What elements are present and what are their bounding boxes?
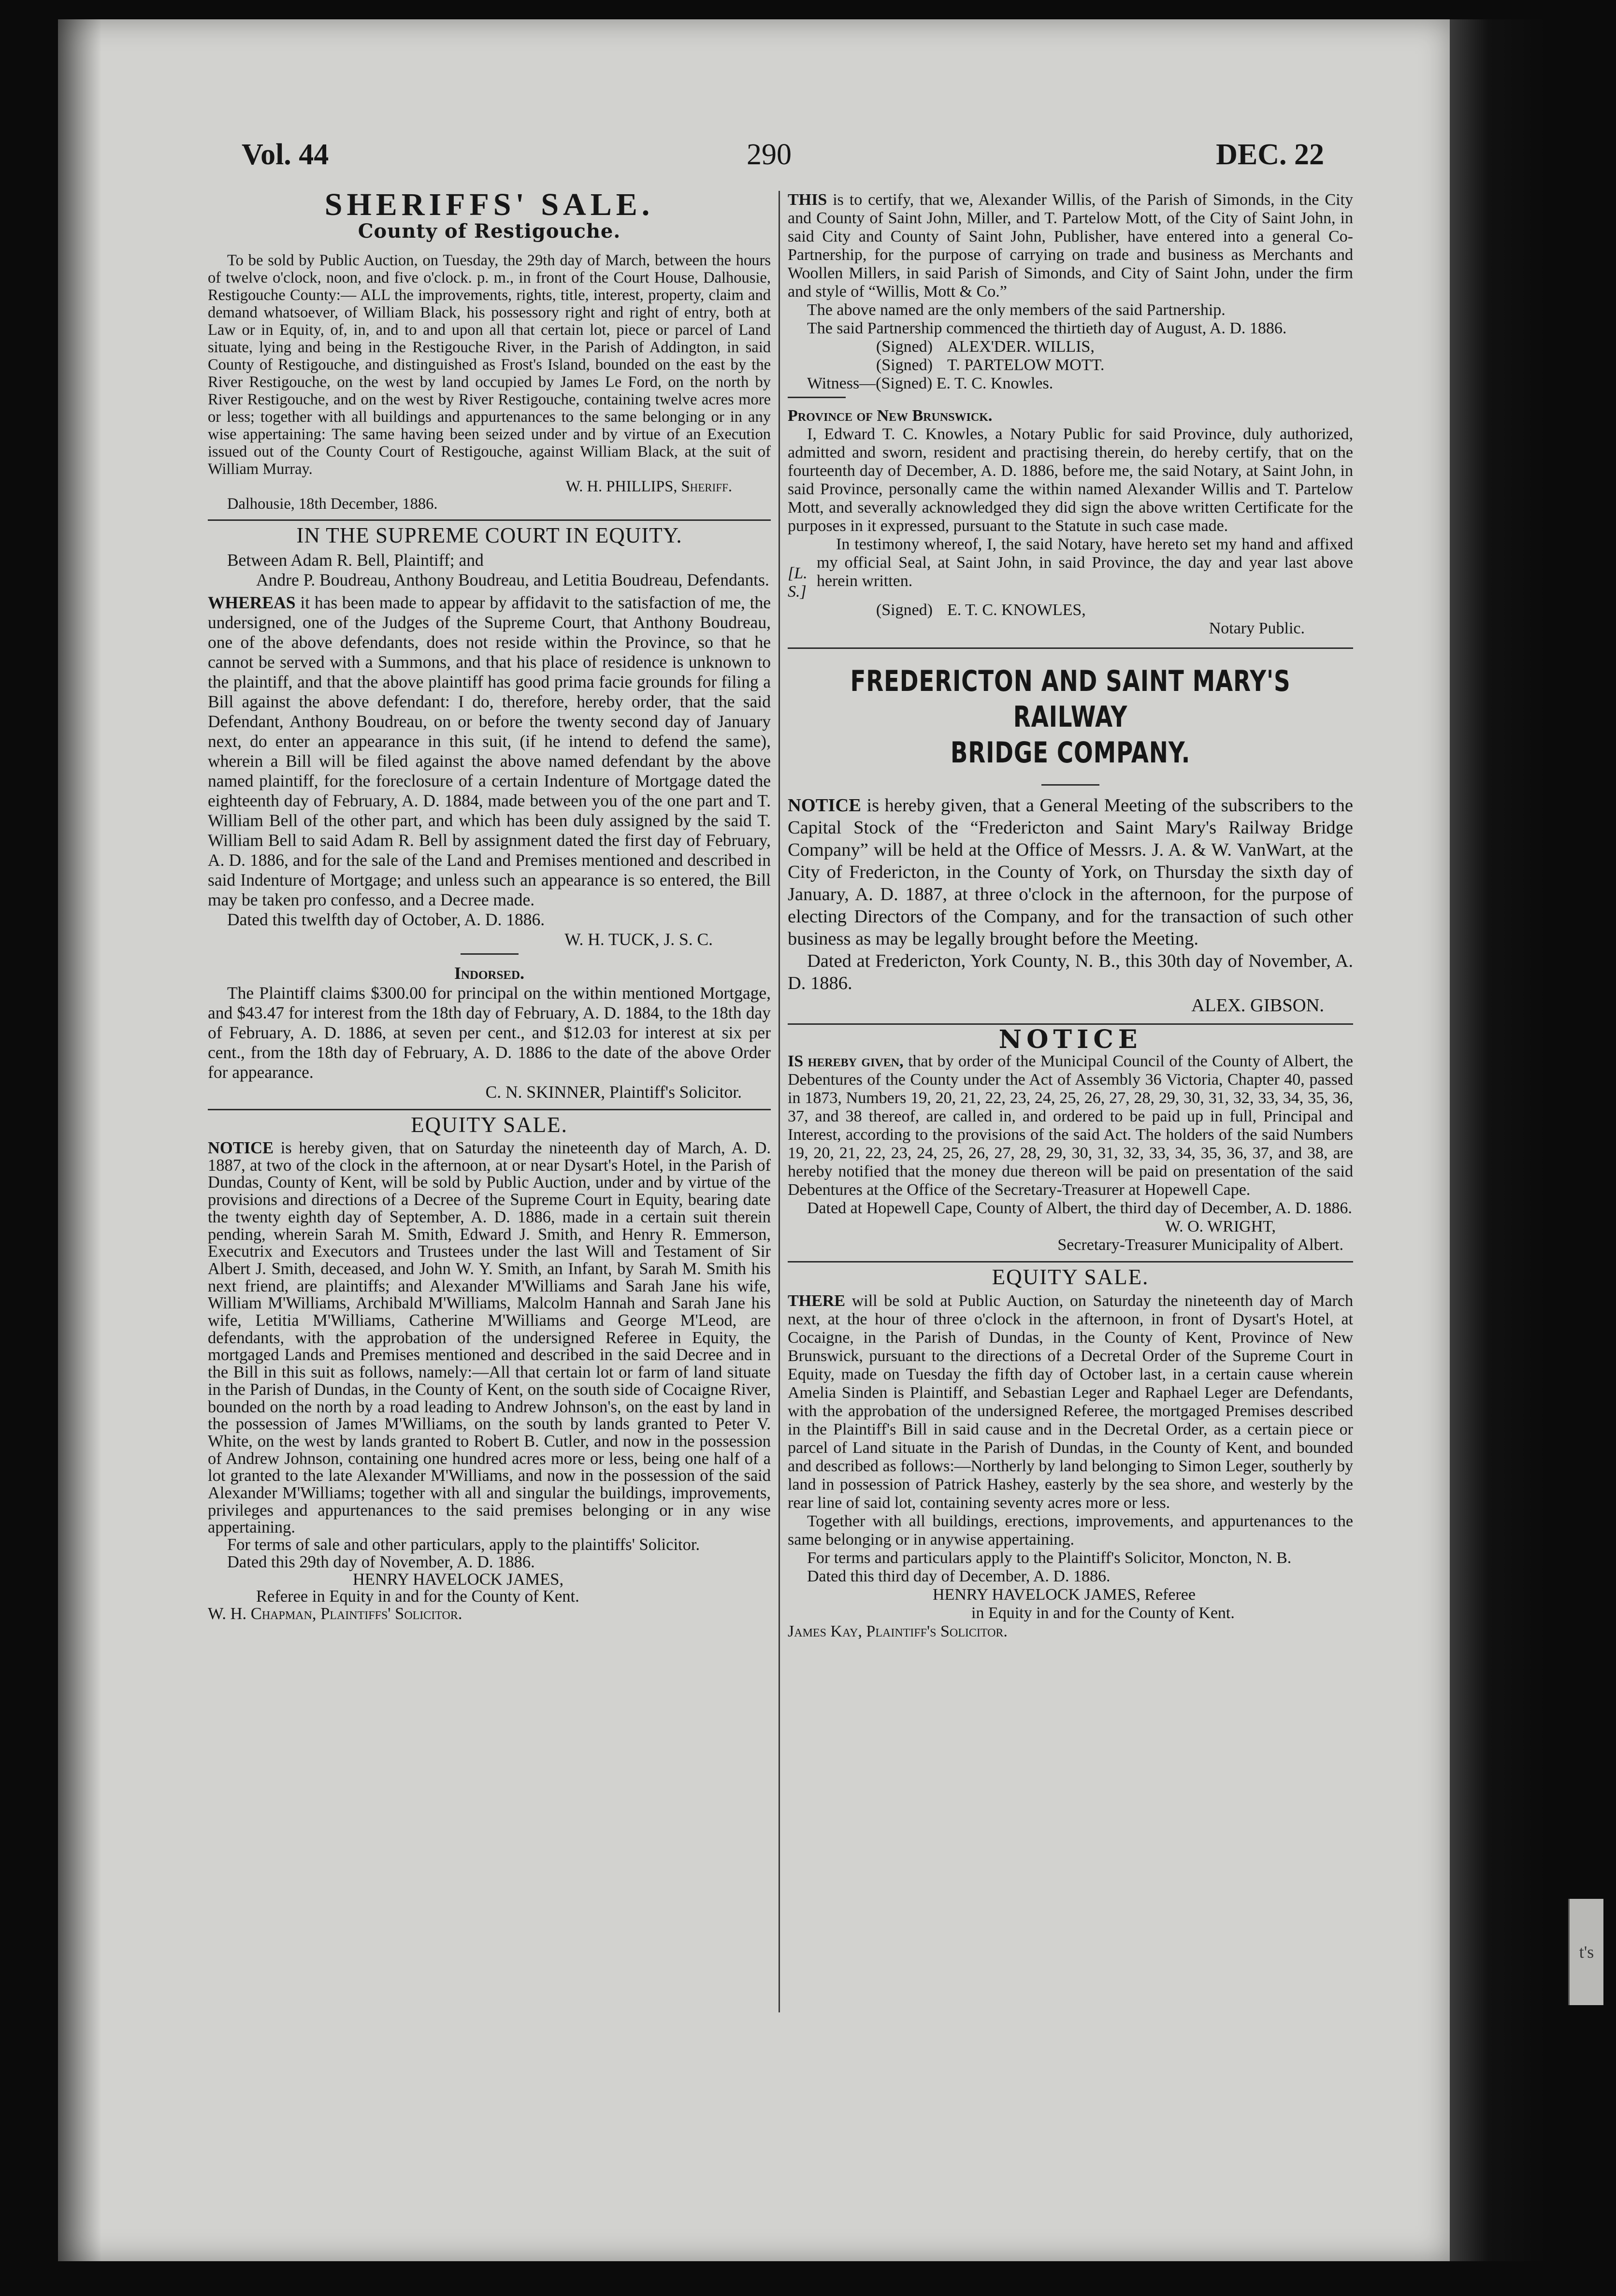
- equity-sale-right-body-para: [788, 1292, 1353, 1512]
- signature-line: [788, 356, 1353, 374]
- testimony-text: In testimony whereof, I, the said Notary, have hereto set my hand and affixed my official Seal, at Saint John, in said Province, the day and year last above herein written.: [817, 535, 1353, 590]
- section-divider: [788, 647, 1353, 649]
- supreme-court-body: it has been made to appear by affidavit to the satisfaction of me, the undersigned, one of the Judges of the Supreme Court, that Anthony Boudreau, one of the above defendants, does not reside within the Province, so that he cannot be served with a Summons, and that his place of residence is unknown to the plaintiff, and that the above plaintiff has good prima facie grounds for filing a Bill against the above defendant: I do, therefore, hereby order, that the said Defendant, Anthony Boudreau, on or before the twenty second day of January next, do enter an appearance in this suit, (if he intend to defend the same), wherein a Bill will be filed against the above named defendant by the above named plaintiff, for the foreclosure of a certain Indenture of Mortgage dated the eighteenth day of February, A. D. 1884, made between you of the one part and T. William Bell of the other part, and which has been duly assigned by the said T. William Bell to said Adam R. Bell by assignment dated the first day of February, A. D. 1886, and for the sale of the Land and Premises mentioned and described in said Indenture of Mortgage; and unless such an appearance is so entered, the Bill may be taken pro confesso, and a Decree made.: [208, 593, 771, 909]
- sheriffs-sale-body: To be sold by Public Auction, on Tuesday, the 29th day of March, between the hours of twelve o'clock, noon, and five o'clock. p. m., in front of the Court House, Dalhousie, Restigouche County:— ALL the improvements, rights, title, interest, property, claim and demand whatsoever, of William Black, his possessory right and right of entry, both at Law or in Equity, of, in, and to and upon all that certain lot, piece or parcel of Land situate, lying and being in the Restigouche River, in the Parish of Addington, in said County of Restigouche, and distinguished as Frost's Island, bounded on the east by the River Restigouche, on the west by land occupied by James Le Ford, on the north by River Restigouche, and on the west by River Restigouche, containing twelve acres more or less; together with all buildings and appurtenances to the same belonging or in any wise appertaining: The same having been seized under and by virtue of an Execution issued out of the County Court of Restigouche, against William Black, at the suit of William Murray.: [208, 252, 771, 478]
- section-divider: [208, 1109, 771, 1110]
- equity-sale-left-dated: Dated this 29th day of November, A. D. 1886.: [227, 1552, 535, 1571]
- right-column: [788, 191, 1353, 2012]
- signer-willis: ALEX'DER. WILLIS,: [947, 338, 1095, 356]
- signed-label: (Signed): [876, 356, 933, 374]
- bridge-company-body-para: [788, 794, 1353, 950]
- signer-mott: T. PARTELOW MOTT.: [947, 356, 1105, 374]
- equity-sale-right-referee-title: in Equity in and for the County of Kent.: [971, 1604, 1235, 1622]
- albert-debentures-notice: [788, 1025, 1353, 1254]
- signed-label: (Signed): [876, 601, 933, 619]
- equity-sale-right-dated: Dated this third day of December, A. D. 1886.: [807, 1567, 1111, 1585]
- partnership-lead: THIS: [788, 191, 827, 209]
- supreme-court-dated: Dated this twelfth day of October, A. D. 1886.: [227, 910, 545, 929]
- plaintiff-solicitor: C. N. SKINNER, Plaintiff's Solicitor.: [485, 1082, 742, 1102]
- volume-number: Vol. 44: [242, 138, 329, 171]
- binding-shadow: [58, 19, 101, 2261]
- signature-line: [788, 338, 1353, 356]
- notice-body: that by order of the Municipal Council of the County of Albert, the Debentures of the County under the Act of Assembly 36 Victoria, Chapter 40, passed in 1873, Numbers 19, 20, 21, 22, 23, 24, 25, 26, 27, 28, 29, 30, 31, 32, 33, 34, 35, 36, 37, and 38 thereof, are called in, and ordered to be paid up in full, Principal and Interest, according to the provisions of the said Act. The holders of the said Numbers 19, 20, 21, 22, 23, 24, 25, 26, 27, 28, 29, 30, 31, 32, 33, 34, 35, 36, 37, and 38, are hereby notified that the money due thereon will be paid on presentation of the said Debentures at the Office of the Secretary-Treasurer at Hopewell Cape.: [788, 1052, 1353, 1199]
- adjacent-page-fragment: t's: [1568, 1899, 1603, 2005]
- supreme-court-parties-2: Andre P. Boudreau, Anthony Boudreau, and Letitia Boudreau, Defendants.: [256, 570, 769, 589]
- equity-sale-left-lead: NOTICE: [208, 1139, 274, 1157]
- bridge-company-signature: ALEX. GIBSON.: [1191, 995, 1324, 1016]
- notice-lead: IS hereby given,: [788, 1052, 904, 1070]
- notary-body: I, Edward T. C. Knowles, a Notary Public for said Province, duly authorized, admitted and sworn, resident and practising therein, do hereby certify, that on the fourteenth day of December, A. D. 1886, before me, the said Notary, at Saint John, in said Province, personally came the within named Alexander Willis and T. Partelow Mott, and severally acknowledged they did sign the above written Certificate for the purposes in it expressed, pursuant to the Statute in such case made.: [788, 425, 1353, 535]
- equity-sale-right-together: Together with all buildings, erections, improvements, and appurtenances to the same belonging or in anywise appertaining.: [788, 1512, 1353, 1549]
- sheriffs-sale-dateline: Dalhousie, 18th December, 1886.: [227, 495, 438, 513]
- supreme-court-title: IN THE SUPREME COURT IN EQUITY.: [296, 523, 682, 547]
- bridge-company-notice: [788, 663, 1353, 1017]
- supreme-court-lead: WHEREAS: [208, 593, 296, 612]
- supreme-court-parties-1: Between Adam R. Bell, Plaintiff; and: [227, 550, 484, 570]
- supreme-court-notice: [208, 523, 771, 1102]
- partnership-body: is to certify, that we, Alexander Willis, of the Parish of Simonds, in the City and County of Saint John, Miller, and T. Partelow Mott, of the City of Saint John, in said City and County of Saint John, Publisher, have entered into a general Co-Partnership, for the purpose of carrying on trade and business as Merchants and Woollen Millers, in said Parish of Simonds, and City of Saint John, under the firm and style of “Willis, Mott & Co.”: [788, 191, 1353, 301]
- equity-sale-right-notice: [788, 1267, 1353, 1641]
- indorsed-label: Indorsed.: [454, 963, 524, 983]
- notary-signer: E. T. C. KNOWLES,: [947, 601, 1086, 619]
- partnership-body-para: [788, 191, 1353, 301]
- left-column: [208, 191, 771, 2012]
- page-number: 290: [747, 138, 792, 171]
- short-divider: [788, 397, 846, 398]
- equity-sale-left-solicitor: W. H. Chapman, Plaintiffs' Solicitor.: [208, 1604, 462, 1623]
- supreme-court-body-para: [208, 593, 771, 910]
- sheriffs-sale-title: SHERIFFS' SALE.: [324, 191, 654, 222]
- bridge-company-dated: Dated at Fredericton, York County, N. B., this 30th day of November, A. D. 1886.: [788, 951, 1353, 993]
- sheriffs-sale-notice: [208, 191, 771, 513]
- equity-sale-right-referee: HENRY HAVELOCK JAMES, Referee: [933, 1586, 1196, 1604]
- notice-title: NOTICE: [998, 1025, 1142, 1054]
- bridge-company-title: [850, 663, 1291, 771]
- bridge-company-title-line-2: BRIDGE COMPANY.: [950, 736, 1191, 770]
- notice-dated: Dated at Hopewell Cape, County of Albert, the third day of December, A. D. 1886.: [807, 1199, 1352, 1217]
- section-divider: [208, 519, 771, 521]
- equity-sale-right-solicitor: James Kay, Plaintiff's Solicitor.: [788, 1622, 1008, 1640]
- section-divider: [788, 1261, 1353, 1263]
- equity-sale-right-lead: THERE: [788, 1292, 846, 1310]
- sheriffs-sale-signature: W. H. PHILLIPS, Sheriff.: [565, 478, 732, 495]
- bridge-company-title-line-1: FREDERICTON AND SAINT MARY'S RAILWAY: [850, 664, 1291, 734]
- notice-signature: W. O. WRIGHT,: [1165, 1218, 1276, 1235]
- sheriffs-sale-subtitle: County of Restigouche.: [358, 220, 621, 243]
- signed-label: (Signed): [876, 338, 933, 356]
- equity-sale-right-title: EQUITY SALE.: [992, 1265, 1149, 1289]
- issue-date: DEC. 22: [1216, 138, 1324, 171]
- page-edge: [1450, 19, 1546, 2261]
- short-divider: [1041, 784, 1099, 786]
- partnership-notice: [788, 191, 1353, 638]
- seal-testimony: [788, 535, 1353, 601]
- indorsed-body: The Plaintiff claims $300.00 for principal on the within mentioned Mortgage, and $43.47 for interest from the 18th day of February, A. D. 1884, to the 18th day of February, A. D. 1886, at seven per cent., and $12.03 for interest at six per cent., from the 18th day of February, A. D. 1886 to the date of the above Order for appearance.: [208, 983, 771, 1082]
- equity-sale-left-body-para: [208, 1140, 771, 1536]
- partnership-members: The above named are the only members of the said Partnership.: [807, 301, 1226, 319]
- page-header: [242, 138, 1324, 181]
- bridge-company-lead: NOTICE: [788, 795, 861, 816]
- equity-sale-left-referee-title: Referee in Equity in and for the County of Kent.: [256, 1587, 579, 1606]
- witness-line: Witness—(Signed) E. T. C. Knowles.: [807, 374, 1053, 392]
- equity-sale-left-body: is hereby given, that on Saturday the nineteenth day of March, A. D. 1887, at two of the clock in the afternoon, at or near Dysart's Hotel, in the Parish of Dundas, County of Kent, will be sold by Public Auction, under and by virtue of the provisions and directions of a Decree of the Supreme Court in Equity, bearing date the twenty eighth day of September, A. D. 1886, made in a certain suit therein pending, wherein Sarah M. Smith, Edward J. Smith, and Henry R. Emmerson, Executrix and Executors and Trustees under the last Will and Testament of Sir Albert J. Smith, deceased, and John W. Y. Smith, an Infant, by Sarah M. Smith his next friend, are plaintiffs; and Alexander M'Williams and Sarah Jane his wife, William M'Williams, Archibald M'Williams, Malcolm Hannah and Sarah Jane his wife, Letitia M'Williams, Catherine M'Williams and George M'Leod, are defendants, with the approbation of the undersigned Referee in Equity, the mortgaged Lands and Premises mentioned and described in the said Decree and in the Bill in this suit as follows, namely:—All that certain lot or farm of land situate in the Parish of Dundas, in the County of Kent, on the south side of Cocaigne River, bounded on the north by a road leading to Andrew Johnson's, on the east by land in the possession of James M'Williams, on the south by lands granted to Peter V. White, on the west by lands granted to Robert B. Cutler, and now in the possession of Andrew Johnson, containing one hundred acres more or less, being one half of a lot granted to the late Alexander M'Williams, and now in the possession of the said Alexander M'Williams; together with all and singular the buildings, improvements, privileges and appurtenances to the said premises belonging or in any wise appertaining.: [208, 1139, 771, 1537]
- equity-sale-right-terms: For terms and particulars apply to the Plaintiff's Solicitor, Moncton, N. B.: [807, 1549, 1292, 1567]
- notice-signer-title: Secretary-Treasurer Municipality of Albert.: [1057, 1236, 1343, 1254]
- supreme-court-signature: W. H. TUCK, J. S. C.: [564, 930, 713, 949]
- column-rule: [779, 191, 780, 2012]
- notary-title: Notary Public.: [1209, 619, 1305, 637]
- short-divider: [461, 953, 519, 955]
- seal-mark: [L. S.]: [788, 564, 808, 601]
- equity-sale-left-referee: HENRY HAVELOCK JAMES,: [353, 1570, 564, 1589]
- equity-sale-left-notice: [208, 1115, 771, 1623]
- partnership-commenced: The said Partnership commenced the thirtieth day of August, A. D. 1886.: [807, 319, 1287, 337]
- notice-body-para: [788, 1052, 1353, 1199]
- equity-sale-left-terms: For terms of sale and other particulars, apply to the plaintiffs' Solicitor.: [227, 1535, 700, 1554]
- bridge-company-body: is hereby given, that a General Meeting of the subscribers to the Capital Stock of the “Fredericton and Saint Mary's Railway Bridge Company” will be held at the Office of Messrs. J. A. & W. VanWart, at the City of Fredericton, in the County of York, on Thursday the sixth day of January, A. D. 1887, at three o'clock in the afternoon, for the purpose of electing Directors of the Company, and for the transaction of such other business as may be legally brought before the Meeting.: [788, 795, 1353, 949]
- signature-line: [788, 601, 1353, 619]
- equity-sale-left-title: EQUITY SALE.: [411, 1113, 568, 1137]
- equity-sale-right-body: will be sold at Public Auction, on Saturday the nineteenth day of March next, at the hour of three o'clock in the afternoon, in front of Dysart's Hotel, at Cocaigne, in the Parish of Dundas, in the County of Kent, Province of New Brunswick, pursuant to the directions of a Decretal Order of the Supreme Court in Equity, made on Tuesday the fifth day of October last, in a certain cause wherein Amelia Sinden is Plaintiff, and Sebastian Leger and Raphael Leger are Defendants, with the approbation of the undersigned Referee, the mortgaged Premises described in the Plaintiff's Bill in said cause and in the Decretal Order, as a certain piece or parcel of Land situate in the Parish of Dundas, in the County of Kent, and bounded and described as follows:—Northerly by land belonging to Simon Leger, southerly by land in possession of Patrick Hashey, easterly by the sea shore, and westerly by the rear line of said lot, containing seventy acres more or less.: [788, 1292, 1353, 1512]
- province-heading: Province of New Brunswick.: [788, 407, 993, 425]
